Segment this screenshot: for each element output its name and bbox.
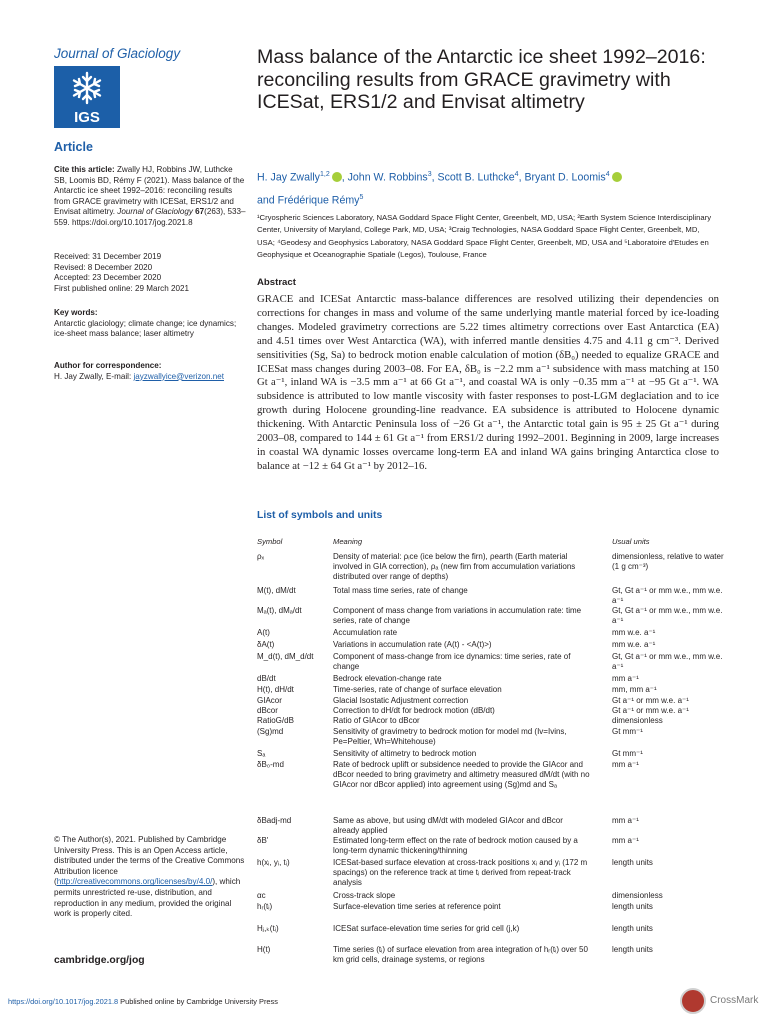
units-cell: dimensionless: [612, 716, 663, 725]
author-name[interactable]: Bryant D. Loomis: [524, 171, 606, 184]
symbol-cell: δB₀-md: [257, 760, 284, 769]
symbol-cell: hᵣ(tᵢ): [257, 902, 273, 911]
author-affiliation-marker: 5: [359, 193, 364, 201]
received-date: Received: 31 December 2019: [54, 252, 162, 261]
units-cell: mm w.e. a⁻¹: [612, 640, 656, 649]
abstract-heading: Abstract: [257, 277, 296, 288]
author-name[interactable]: John W. Robbins: [347, 171, 428, 184]
meaning-cell: Time series (tᵢ) of surface elevation from area integration of hᵣ(tᵢ) over 50 km grid cells, drainage systems, or regions: [333, 945, 588, 965]
correspondence-block: [54, 361, 246, 382]
units-cell: mm a⁻¹: [612, 674, 639, 683]
meaning-cell: Component of mass change from variations in accumulation rate: time series, rate of change: [333, 606, 582, 626]
keywords-text: Antarctic glaciology; climate change; ice dynamics; ice-sheet mass balance; laser altimetry: [54, 318, 237, 339]
units-cell: Gt mm⁻¹: [612, 749, 643, 758]
cite-volume: 67: [195, 207, 205, 217]
snowflake-icon: [54, 66, 120, 128]
crossmark-label: CrossMark: [710, 995, 759, 1006]
affiliations: ¹Cryospheric Sciences Laboratory, NASA Goddard Space Flight Center, Greenbelt, MD, USA; ²Earth System Science Interdisciplinary Center, University of Maryland, College Park, MD, USA; ³Craig Technologies, NASA Goddard Space Flight Center, Greenbelt, MD, USA; ⁴Geodesy and Geophysics Laboratory, NASA Goddard Space Flight Center, Greenbelt, MD, USA and ⁵Laboratoire d'Etudes en Geophysique et Oceanographie Spatiale (Legos), Toulouse, France: [257, 213, 712, 260]
footer-doi-link[interactable]: https://doi.org/10.1017/jog.2021.8: [8, 997, 119, 1006]
symbols-col-symbol: Symbol: [257, 537, 283, 546]
igs-logo: [54, 66, 120, 128]
orcid-icon[interactable]: [332, 172, 342, 182]
units-cell: dimensionless, relative to water (1 g cm⁻³): [612, 552, 724, 572]
meaning-cell: Sensitivity of gravimetry to bedrock motion for model md (Iv=Ivins, Pe=Peltier, Wh=Whitehouse): [333, 727, 567, 747]
symbol-cell: δBadj-md: [257, 816, 292, 825]
symbol-cell: Hⱼ,ₖ(tᵢ): [257, 924, 279, 933]
symbol-cell: M_d(t), dM_d/dt: [257, 652, 314, 661]
meaning-cell: ICESat-based surface elevation at cross-track positions xᵢ and yᵢ (172 m spacings) on the reference track at time tᵢ derived from repeat-track analysis: [333, 858, 588, 888]
units-cell: Gt, Gt a⁻¹ or mm w.e., mm w.e. a⁻¹: [612, 606, 723, 626]
keywords-label: Key words:: [54, 308, 98, 317]
author-affiliation-marker: 4: [514, 171, 519, 178]
correspondence-email-link[interactable]: jayzwallyice@verizon.net: [133, 371, 224, 381]
cite-journal: Journal of Glaciology: [117, 207, 193, 217]
units-cell: length units: [612, 858, 653, 867]
article-dates: [54, 252, 246, 294]
crossmark-icon: [680, 988, 706, 1014]
author-name[interactable]: Scott B. Luthcke: [437, 171, 515, 184]
meaning-cell: Estimated long-term effect on the rate of bedrock motion caused by a long-term dynamic thickening/thinning: [333, 836, 578, 856]
symbol-cell: (Sg)md: [257, 727, 284, 736]
orcid-icon[interactable]: [612, 172, 622, 182]
symbol-cell: RatioG/dB: [257, 716, 294, 725]
article-type-label: Article: [54, 140, 93, 154]
symbol-cell: δB': [257, 836, 269, 845]
meaning-cell: Time-series, rate of change of surface elevation: [333, 685, 502, 694]
copyright-text-b: ), which permits unrestricted re-use, distribution, and reproduction in any medium, provided the original work is properly cited.: [54, 877, 241, 919]
copyright-block: [54, 835, 246, 920]
meaning-cell: Correction to dH/dt for bedrock motion (dB/dt): [333, 706, 495, 715]
citation-block: [54, 165, 246, 229]
symbols-col-meaning: Meaning: [333, 537, 363, 546]
symbol-cell: dB/dt: [257, 674, 276, 683]
journal-site-link[interactable]: cambridge.org/jog: [54, 955, 145, 966]
symbol-cell: H(t), dH/dt: [257, 685, 294, 694]
meaning-cell: Variations in accumulation rate (A(t) - <A(t)>): [333, 640, 492, 649]
units-cell: Gt, Gt a⁻¹ or mm w.e., mm w.e. a⁻¹: [612, 652, 723, 672]
symbol-cell: M(t), dM/dt: [257, 586, 296, 595]
symbol-cell: H(t): [257, 945, 271, 954]
units-cell: Gt a⁻¹ or mm w.e. a⁻¹: [612, 706, 689, 715]
cite-label: Cite this article:: [54, 165, 115, 174]
symbols-heading: List of symbols and units: [257, 510, 383, 521]
license-link[interactable]: http://creativecommons.org/licenses/by/4.0/: [56, 877, 213, 887]
meaning-cell: Rate of bedrock uplift or subsidence needed to provide the GIAcor and dBcor needed to bring gravimetry and altimetry measured dM/dt (with no GIAcor nor dBcor applied) into agreement using (Sg)md and Sₐ: [333, 760, 590, 790]
published-date: First published online: 29 March 2021: [54, 283, 189, 293]
units-cell: mm a⁻¹: [612, 816, 639, 825]
symbol-cell: GIAcor: [257, 696, 282, 705]
meaning-cell: Component of mass-change from ice dynamics: time series, rate of change: [333, 652, 571, 672]
author-list: H. Jay Zwally$^{1,2}$ , John W. Robbins$^3$, Scott B. Luthcke$^4$, Bryant D. Loomis$^4$ and Frédérique Rémy$^5$: [257, 165, 727, 210]
cite-rest: (263), 533–559. https://doi.org/10.1017/jog.2021.8: [54, 207, 246, 227]
symbols-col-units: Usual units: [612, 537, 650, 546]
units-cell: mm a⁻¹: [612, 836, 639, 845]
meaning-cell: Bedrock elevation-change rate: [333, 674, 442, 683]
symbol-cell: dBcor: [257, 706, 278, 715]
units-cell: Gt mm⁻¹: [612, 727, 643, 736]
keywords-block: [54, 308, 246, 340]
units-cell: Gt a⁻¹ or mm w.e. a⁻¹: [612, 696, 689, 705]
symbol-cell: αc: [257, 891, 266, 900]
copyright-text-a: © The Author(s), 2021. Published by Cambridge University Press. This is an Open Access article, distributed under the terms of the Creative Commons Attribution licence (: [54, 835, 245, 887]
units-cell: mm a⁻¹: [612, 760, 639, 769]
author-affiliation-marker: 4: [605, 171, 610, 178]
cite-text: Zwally HJ, Robbins JW, Luthcke SB, Loomis BD, Rémy F (2021). Mass balance of the Antarctic ice sheet 1992–2016: reconciling results from GRACE gravimetry with ICESat, ERS1/2 and Envisat altimetry.: [54, 165, 245, 217]
correspondence-label: Author for correspondence:: [54, 361, 162, 370]
author-name[interactable]: H. Jay Zwally: [257, 171, 320, 184]
units-cell: length units: [612, 924, 653, 933]
logo-text: IGS: [74, 109, 100, 126]
symbol-cell: ρₓ: [257, 552, 265, 561]
symbol-cell: Mₐ(t), dMₐ/dt: [257, 606, 302, 615]
units-cell: mm w.e. a⁻¹: [612, 628, 656, 637]
units-cell: dimensionless: [612, 891, 663, 900]
meaning-cell: Same as above, but using dM/dt with modeled GIAcor and dBcor already applied: [333, 816, 563, 836]
page-footer: [8, 997, 278, 1006]
meaning-cell: Surface-elevation time series at reference point: [333, 902, 501, 911]
accepted-date: Accepted: 23 December 2020: [54, 273, 162, 283]
author-affiliation-marker: 1,2: [319, 171, 330, 178]
revised-date: Revised: 8 December 2020: [54, 262, 153, 272]
units-cell: length units: [612, 945, 653, 954]
meaning-cell: Sensitivity of altimetry to bedrock motion: [333, 749, 477, 758]
article-title: Mass balance of the Antarctic ice sheet 1992–2016: reconciling results from GRACE gravimetry with ICESat, ERS1/2 and Envisat altimetry: [257, 46, 706, 113]
correspondence-name: H. Jay Zwally, E-mail:: [54, 371, 134, 381]
abstract-text: GRACE and ICESat Antarctic mass-balance differences are resolved utilizing their dependencies on corrections for changes in mass and volume of the same underlying mantle material forced by ice-loading changes. Modeled gravimetry corrections are 5.22 times altimetry corrections over East Antarctica (EA) and 4.51 times over West Antarctica (WA), with inferred mantle densities 4.75 and 4.11 g cm⁻³. Derived sensitivities (Sg, Sa) to bedrock motion enable calculation of motion (δB₀) needed to equalize GRACE and ICESat mass changes during 2003–08. For EA, δB₀ is −2.2 mm a⁻¹ subsidence with mass matching at 150 Gt a⁻¹, inland WA is −3.5 mm a⁻¹ at 66 Gt a⁻¹, and coastal WA is only −0.35 mm a⁻¹ at −95 Gt a⁻¹. WA subsidence is attributed to low mantle viscosity with faster responses to post-LGM deglaciation and to ice growth during Holocene grounding-line readvance. EA subsidence is attributed to Holocene dynamic thickening. With Antarctic Peninsula loss of −26 Gt a⁻¹, the Antarctic total gain is 95 ± 25 Gt a⁻¹ during 2003–08, compared to 144 ± 61 Gt a⁻¹ from ERS1/2 during 1992–2001. Beginning in 2009, large increases in coastal WA dynamic losses overcame long-term EA and inland WA gains bringing Antarctica close to balance at −12 ± 64 Gt a⁻¹ by 2012–16.: [257, 293, 719, 472]
meaning-cell: Density of material: ρᵢce (ice below the firn), ρearth (Earth material involved in GIA correction), ρₐ (new firn from accumulation variations distributed over range of depths): [333, 552, 576, 582]
crossmark-badge[interactable]: [680, 988, 760, 1014]
meaning-cell: Cross-track slope: [333, 891, 396, 900]
symbol-cell: A(t): [257, 628, 270, 637]
journal-name[interactable]: Journal of Glaciology: [54, 46, 181, 61]
units-cell: mm, mm a⁻¹: [612, 685, 657, 694]
footer-published: Published online by Cambridge University Press: [118, 997, 278, 1006]
symbol-cell: δA(t): [257, 640, 275, 649]
meaning-cell: Glacial Isostatic Adjustment correction: [333, 696, 469, 705]
meaning-cell: ICESat surface-elevation time series for grid cell (j,k): [333, 924, 520, 933]
units-cell: Gt, Gt a⁻¹ or mm w.e., mm w.e. a⁻¹: [612, 586, 723, 606]
symbol-cell: h(xᵢ, yᵢ, tᵢ): [257, 858, 290, 867]
meaning-cell: Ratio of GIAcor to dBcor: [333, 716, 420, 725]
meaning-cell: Total mass time series, rate of change: [333, 586, 468, 595]
symbol-cell: Sₐ: [257, 749, 266, 758]
units-cell: length units: [612, 902, 653, 911]
author-affiliation-marker: 3: [427, 171, 432, 178]
meaning-cell: Accumulation rate: [333, 628, 398, 637]
author-name[interactable]: and Frédérique Rémy: [257, 194, 360, 207]
